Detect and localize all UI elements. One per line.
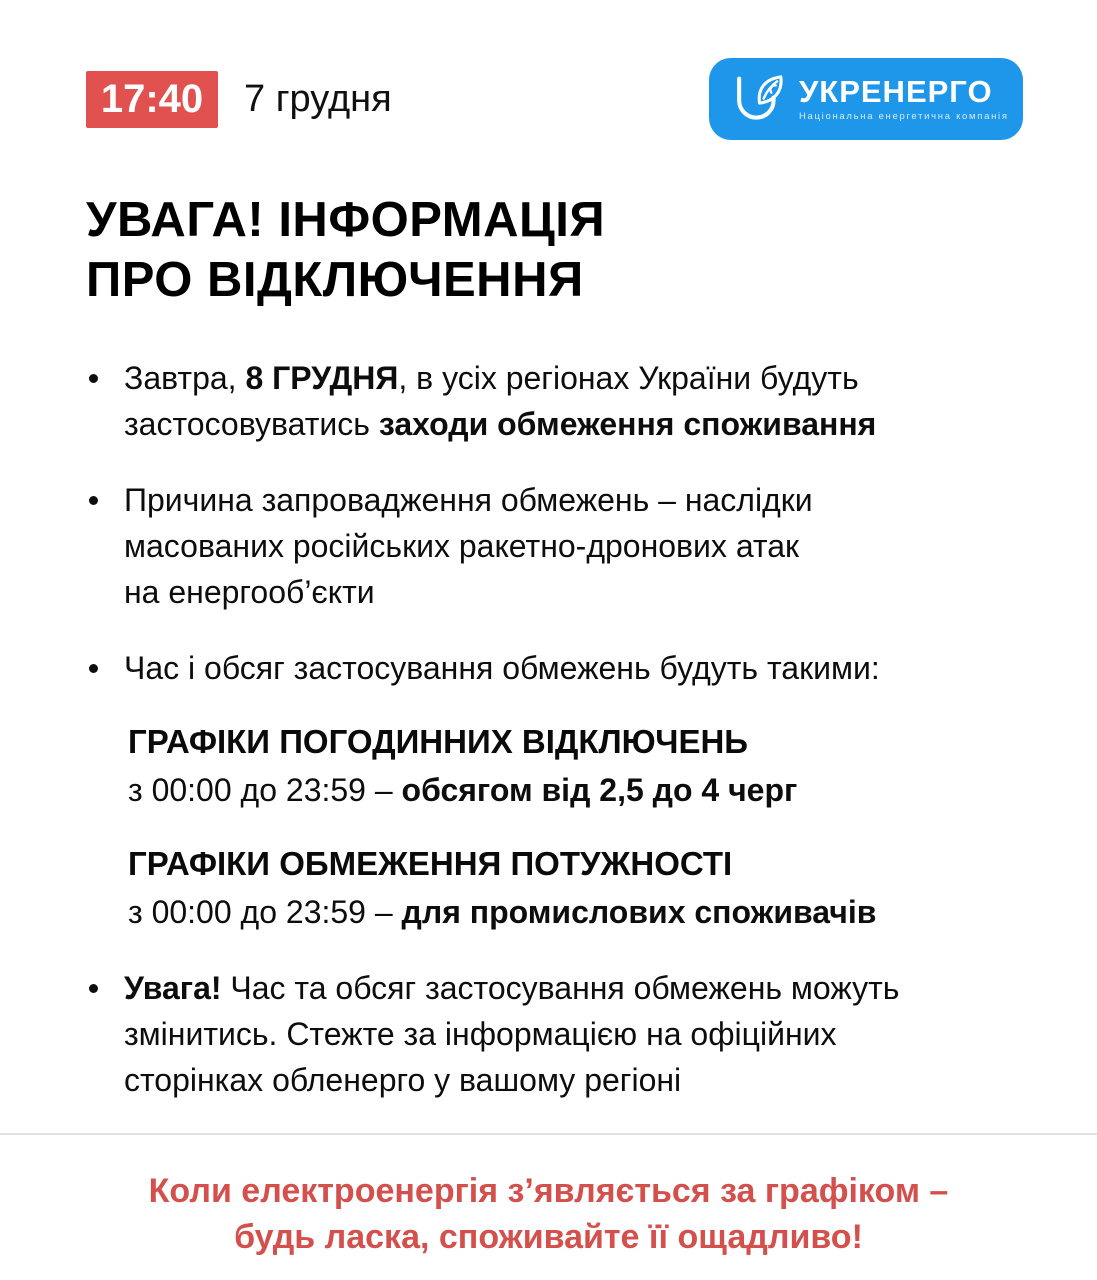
bullet-dot [89, 496, 98, 505]
time-badge: 17:40 [86, 71, 218, 128]
notice-list [0, 965, 1097, 1103]
bullet-reason-attacks [86, 477, 1047, 615]
page-title-line2: ПРО ВІДКЛЮЧЕННЯ [86, 253, 584, 307]
schedule-hourly-outages [128, 721, 1047, 813]
schedule-capacity-limits [128, 843, 1047, 935]
bullet-time-scope [86, 645, 1047, 691]
schedule-details: з 00:00 до 23:59 – для промислових споживачів [128, 894, 877, 930]
bullet-text: Завтра, 8 ГРУДНЯ, в усіх регіонах України будуть застосовуватись заходи обмеження споживання [124, 360, 877, 442]
footer-message [0, 1168, 1097, 1260]
bullet-text: Причина запровадження обмежень – наслідки масованих російських ракетно-дронових атак на енергооб’єкти [124, 482, 813, 610]
footer-line1: Коли електроенергія з’являється за графіком – [148, 1172, 949, 1210]
schedule-details: з 00:00 до 23:59 – обсягом від 2,5 до 4 черг [128, 772, 798, 808]
time-date-group [86, 71, 392, 128]
footer-divider [0, 1133, 1097, 1135]
bullet-text: Увага! Час та обсяг застосування обмежень можуть змінитись. Стежте за інформацією на офіційних сторінках обленерго у вашому регіоні [124, 970, 900, 1098]
page-title-line1: УВАГА! ІНФОРМАЦІЯ [86, 193, 606, 247]
bullet-text: Час і обсяг застосування обмежень будуть такими: [124, 650, 880, 686]
ukrenergo-leaf-icon [731, 73, 789, 126]
bullet-attention-notice [86, 965, 1047, 1103]
bullet-dot [89, 664, 98, 673]
header [0, 0, 1097, 140]
bullet-dot [89, 984, 98, 993]
schedule-heading: ГРАФІКИ ПОГОДИННИХ ВІДКЛЮЧЕНЬ [128, 723, 749, 760]
page-title [86, 190, 1037, 310]
footer-line2: будь ласка, споживайте її ощадливо! [234, 1218, 863, 1256]
bullet-list [0, 355, 1097, 691]
logo-tagline: Національна енергетична компанія [799, 111, 1009, 123]
date-label: 7 грудня [244, 77, 392, 120]
ukrenergo-logo [709, 58, 1023, 140]
bullet-tomorrow-restrictions [86, 355, 1047, 447]
bullet-dot [89, 374, 98, 383]
logo-name: УКРЕНЕРГО [799, 74, 993, 110]
schedule-heading: ГРАФІКИ ОБМЕЖЕННЯ ПОТУЖНОСТІ [128, 845, 733, 882]
logo-text [799, 76, 1009, 122]
